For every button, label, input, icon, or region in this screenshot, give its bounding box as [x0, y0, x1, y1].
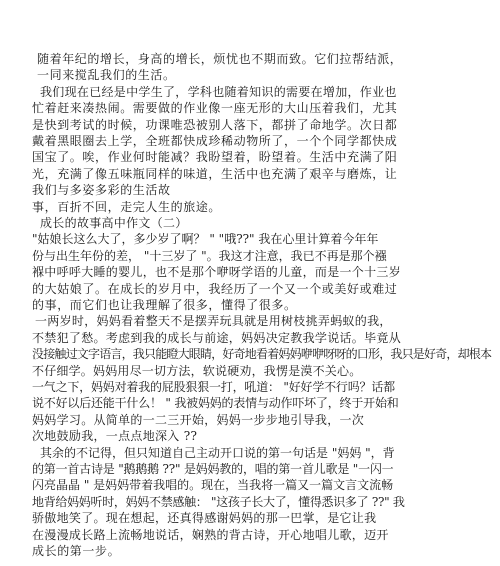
text-line: 说不好以后还能干什么！ " 我被妈妈的表情与动作吓坏了，终于开始和 — [32, 396, 399, 411]
text-line: 我们与多姿多彩的生活故 — [32, 183, 171, 198]
text-line: 不仔细学。妈妈用尽一切方法，软说硬劝，我愣是漠不关心。 — [32, 363, 362, 378]
text-line: 没接触过文字语言，我只能瞪大眼睛，好奇地看着妈妈咿咿呀呀的口形，我只是好奇，却根本 — [32, 347, 492, 362]
text-line: 我们现在已经是中学生了，学科也随着知识的需要在增加，作业也 — [40, 84, 397, 99]
text-line: 国宝了。唉，作业何时能减？我盼望着，盼望着。生活中充满了阳 — [32, 150, 398, 165]
text-line: 成长的第一步。 — [32, 544, 121, 558]
text-line: 的大姑娘了。在成长的岁月中，我经历了一个又一个或美好或难过 — [32, 281, 398, 296]
text-line: 忙着赶来凑热闹。需要做的作业像一座无形的大山压着我们，尤其 — [32, 101, 398, 116]
text-line: 闪亮晶晶 " 是妈妈带着我唱的。现在，当我将一篇又一篇文言文流畅 — [32, 478, 394, 493]
text-line: 是快到考试的时候，功课唯恐被别人落下，都拼了命地学。次日都 — [32, 117, 398, 132]
text-line: 的事，而它们也让我理解了很多，懂得了很多。 — [32, 298, 297, 312]
text-line: 褓中呼呼大睡的婴儿，也不是那个咿呀学语的儿童，而是一个十三岁 — [32, 265, 402, 280]
text-line: 份与出生年份的差， "十三岁了 "。我这才注意，我已不再是那个襁 — [32, 248, 387, 263]
text-line: 次地鼓励我，一点点地深入 ?? — [32, 429, 198, 444]
text-line: 一同来搅乱我们的生活。 — [37, 68, 176, 83]
text-line: 妈妈学习。从简单的一二三开始，妈妈一步步地引导我，一次 — [32, 412, 365, 427]
text-line: 在漫漫成长路上流畅地说话，娴熟的背古诗，开心地唱儿歌，迈开 — [32, 527, 389, 542]
text-line: 事，百折不回，走完人生的旅途。 — [32, 199, 222, 214]
text-line: 光，充满了像五味瓶同样的味道，生活中也充满了艰辛与磨炼，让 — [32, 166, 398, 181]
text-line: 一两岁时，妈妈看着整天不是摆弄玩具就是用树枝挑弄蚂蚁的我， — [35, 314, 392, 329]
text-line: 地背给妈妈听时，妈妈不禁感触： "这孩子长大了，懂得悉识多了 ??" 我 — [32, 494, 405, 509]
text-line: 其余的不记得，但只知道自己主动开口说的第一句话是 "妈妈 "，背 — [40, 445, 395, 460]
text-line: 随着年纪的增长，身高的增长，烦忧也不期而致。它们拉帮结派， — [37, 52, 403, 66]
text-line: 戴着黑眼圈去上学，全班都快成珍稀动物所了，一个个同学都快成 — [32, 134, 398, 148]
section-heading: 成长的故事高中作文（二） — [40, 216, 188, 230]
text-line: 一气之下，妈妈对着我的屁股狠狠一打，吼道： "好好学不行吗？话都 — [32, 380, 395, 394]
text-line: "姑娘长这么大了，多少岁了啊？ " "哦??" 我在心里计算着今年年 — [32, 232, 379, 247]
text-line: 不禁犯了愁。考虑到我的成长与前途，妈妈决定教我学说话。毕竟从 — [32, 330, 402, 345]
text-line: 骄傲地笑了。现在想起，还真得感谢妈妈的那一巴掌，是它让我 — [32, 511, 377, 526]
text-line: 的第一首古诗是 "鹅鹅鹅 ??" 是妈妈教的，唱的第一首儿歌是 "一闪一 — [32, 462, 394, 476]
